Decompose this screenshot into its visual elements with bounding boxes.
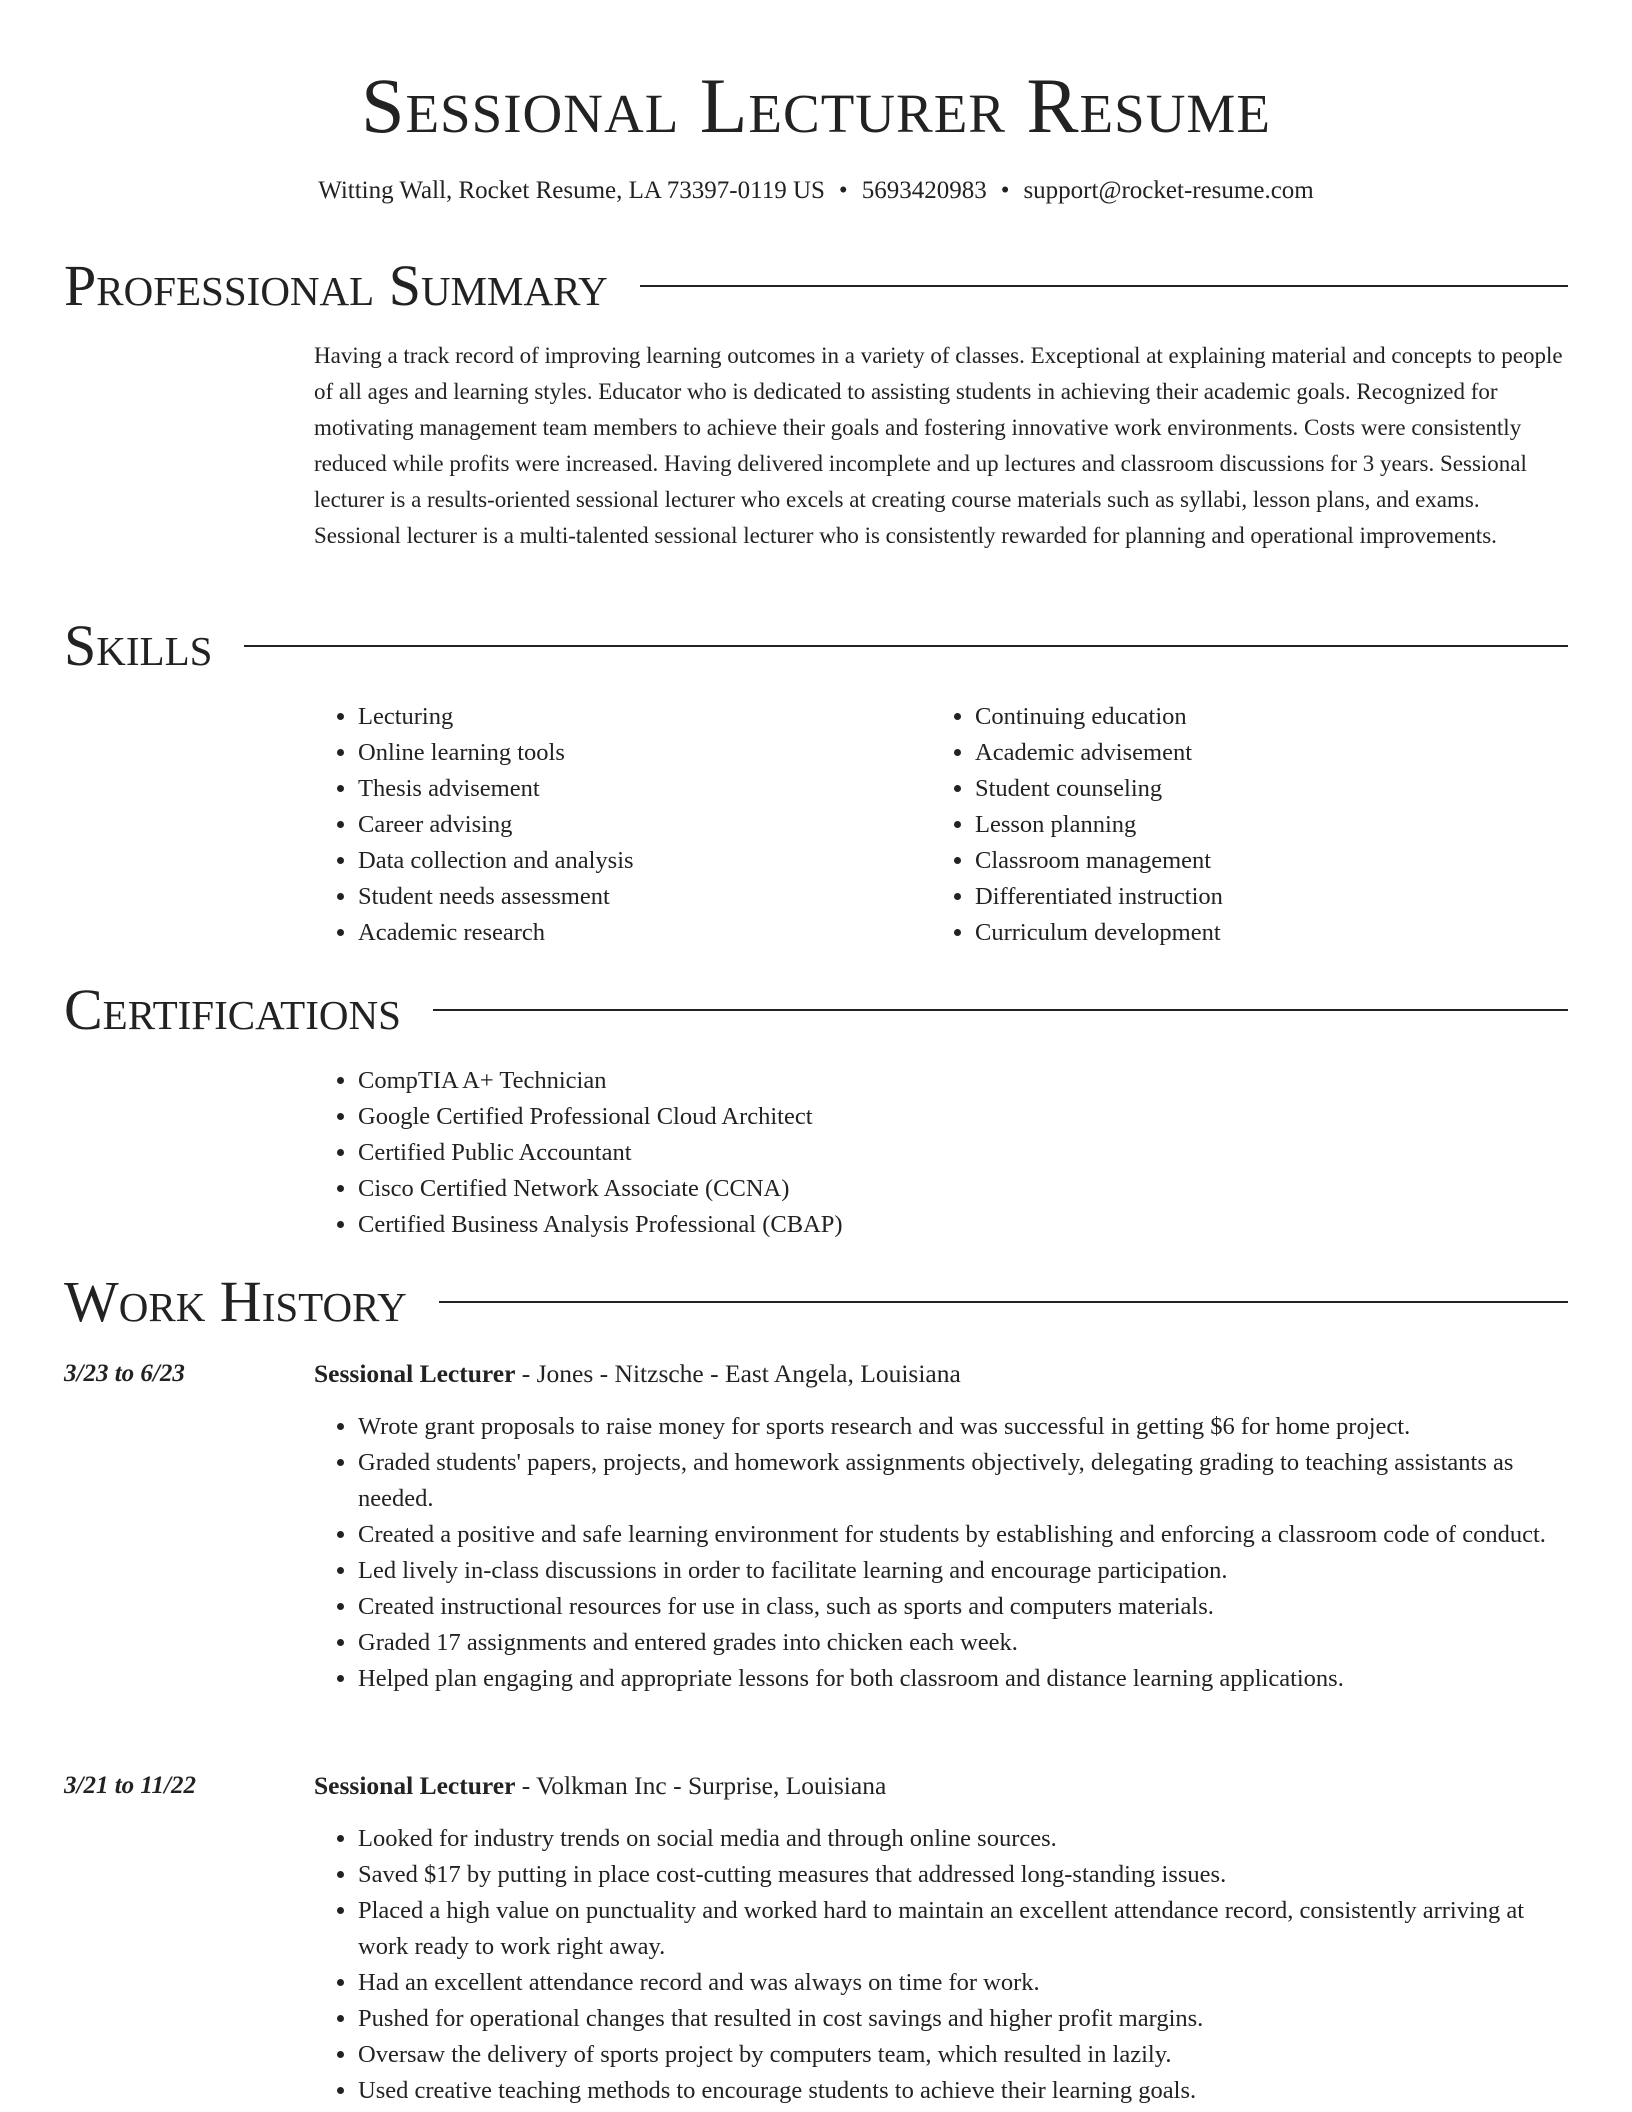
job-duty-item: • Graded students' papers, projects, and homework assignments objectively, delegating grading to teaching assistants as needed. bbox=[358, 1445, 1568, 1517]
skill-item: • Differentiated instruction bbox=[975, 879, 1491, 915]
job-employer-location: - Jones - Nitzsche - East Angela, Louisiana bbox=[515, 1359, 961, 1388]
certification-item: • Google Certified Professional Cloud Architect bbox=[358, 1099, 1314, 1135]
section-divider bbox=[439, 1301, 1568, 1303]
skill-item: • Thesis advisement bbox=[358, 771, 874, 807]
skills-heading: Skills bbox=[64, 613, 213, 678]
contact-separator: • bbox=[838, 177, 848, 204]
certifications-list bbox=[314, 1063, 1314, 1243]
job-duties bbox=[314, 1821, 1568, 2109]
certification-item: • Certified Public Accountant bbox=[358, 1135, 1314, 1171]
job-duty-item: • Oversaw the delivery of sports project by computers team, which resulted in lazily. bbox=[358, 2037, 1568, 2073]
job-duty-item: • Had an excellent attendance record and was always on time for work. bbox=[358, 1965, 1568, 2001]
skills-section-header bbox=[64, 614, 1568, 678]
certification-item: • CompTIA A+ Technician bbox=[358, 1063, 1314, 1099]
skills-column-right bbox=[931, 699, 1491, 951]
skill-item: • Student counseling bbox=[975, 771, 1491, 807]
job-dates: 3/21 to 11/22 bbox=[64, 1772, 196, 1799]
resume-title: Sessional Lecturer Resume bbox=[361, 62, 1271, 149]
skill-item: • Academic advisement bbox=[975, 735, 1491, 771]
skills-column-left bbox=[314, 699, 874, 951]
job-duty-item: • Saved $17 by putting in place cost-cutting measures that addressed long-standing issues. bbox=[358, 1857, 1568, 1893]
job-title: Sessional Lecturer bbox=[314, 1771, 516, 1800]
skill-item: • Classroom management bbox=[975, 843, 1491, 879]
job-duty-item: • Created instructional resources for use in class, such as sports and computers materials. bbox=[358, 1589, 1568, 1625]
skill-item: • Student needs assessment bbox=[358, 879, 874, 915]
work-section-header bbox=[64, 1270, 1568, 1334]
skill-item: • Data collection and analysis bbox=[358, 843, 874, 879]
job-duty-item: • Wrote grant proposals to raise money for sports research and was successful in getting $6 for home project. bbox=[358, 1409, 1568, 1445]
job-heading bbox=[314, 1768, 1568, 1804]
skill-item: • Lecturing bbox=[358, 699, 874, 735]
job-duty-item: • Graded 17 assignments and entered grades into chicken each week. bbox=[358, 1625, 1568, 1661]
contact-separator: • bbox=[1000, 177, 1010, 204]
job-duty-item: • Used creative teaching methods to encourage students to achieve their learning goals. bbox=[358, 2073, 1568, 2109]
contact-address: Witting Wall, Rocket Resume, LA 73397-0119 US bbox=[318, 177, 825, 204]
section-divider bbox=[433, 1009, 1568, 1011]
job-dates: 3/23 to 6/23 bbox=[64, 1360, 185, 1387]
section-divider bbox=[244, 645, 1568, 647]
job-duty-item: • Created a positive and safe learning environment for students by establishing and enforcing a classroom code of conduct. bbox=[358, 1517, 1568, 1553]
job-duty-item: • Helped plan engaging and appropriate lessons for both classroom and distance learning applications. bbox=[358, 1661, 1568, 1697]
certifications-heading: Certifications bbox=[64, 977, 401, 1042]
summary-text: Having a track record of improving learning outcomes in a variety of classes. Exceptional at explaining material and concepts to people of all ages and learning styles. Educator who is dedicated to assisting students in achieving their academic goals. Recognized for motivating management team members to achieve their goals and fostering innovative work environments. Costs were consistently reduced while profits were increased. Having delivered incomplete and up lectures and classroom discussions for 3 years. Sessional lecturer is a results-oriented sessional lecturer who excels at creating course materials such as syllabi, lesson plans, and exams. Sessional lecturer is a multi-talented sessional lecturer who is consistently rewarded for planning and operational improvements. bbox=[314, 343, 1563, 548]
certifications-block bbox=[314, 1063, 1314, 1243]
skill-item: • Online learning tools bbox=[358, 735, 874, 771]
skills-list-left bbox=[314, 699, 874, 951]
job-duties bbox=[314, 1409, 1568, 1697]
contact-line bbox=[0, 174, 1632, 208]
job-duty-item: • Led lively in-class discussions in order to facilitate learning and encourage participation. bbox=[358, 1553, 1568, 1589]
certification-item: • Cisco Certified Network Associate (CCNA) bbox=[358, 1171, 1314, 1207]
job-employer-location: - Volkman Inc - Surprise, Louisiana bbox=[515, 1771, 887, 1800]
skill-item: • Academic research bbox=[358, 915, 874, 951]
work-heading: Work History bbox=[64, 1269, 407, 1334]
skill-item: • Lesson planning bbox=[975, 807, 1491, 843]
contact-phone: 5693420983 bbox=[861, 177, 987, 204]
job-duty-item: • Placed a high value on punctuality and worked hard to maintain an excellent attendance record, consistently arriving at work ready to work right away. bbox=[358, 1893, 1568, 1965]
contact-email: support@rocket-resume.com bbox=[1023, 177, 1314, 204]
summary-section-header bbox=[64, 254, 1568, 318]
job-duties-list bbox=[314, 1409, 1568, 1697]
certifications-section-header bbox=[64, 978, 1568, 1042]
summary-heading: Professional Summary bbox=[64, 253, 608, 318]
job-duty-item: • Looked for industry trends on social media and through online sources. bbox=[358, 1821, 1568, 1857]
certification-item: • Certified Business Analysis Professional (CBAP) bbox=[358, 1207, 1314, 1243]
skill-item: • Career advising bbox=[358, 807, 874, 843]
job-duties-list bbox=[314, 1821, 1568, 2109]
skill-item: • Curriculum development bbox=[975, 915, 1491, 951]
skill-item: • Continuing education bbox=[975, 699, 1491, 735]
job-duty-item: • Pushed for operational changes that resulted in cost savings and higher profit margins. bbox=[358, 2001, 1568, 2037]
skills-list-right bbox=[931, 699, 1491, 951]
job-heading bbox=[314, 1356, 1568, 1392]
job-title: Sessional Lecturer bbox=[314, 1359, 516, 1388]
section-divider bbox=[640, 285, 1568, 287]
